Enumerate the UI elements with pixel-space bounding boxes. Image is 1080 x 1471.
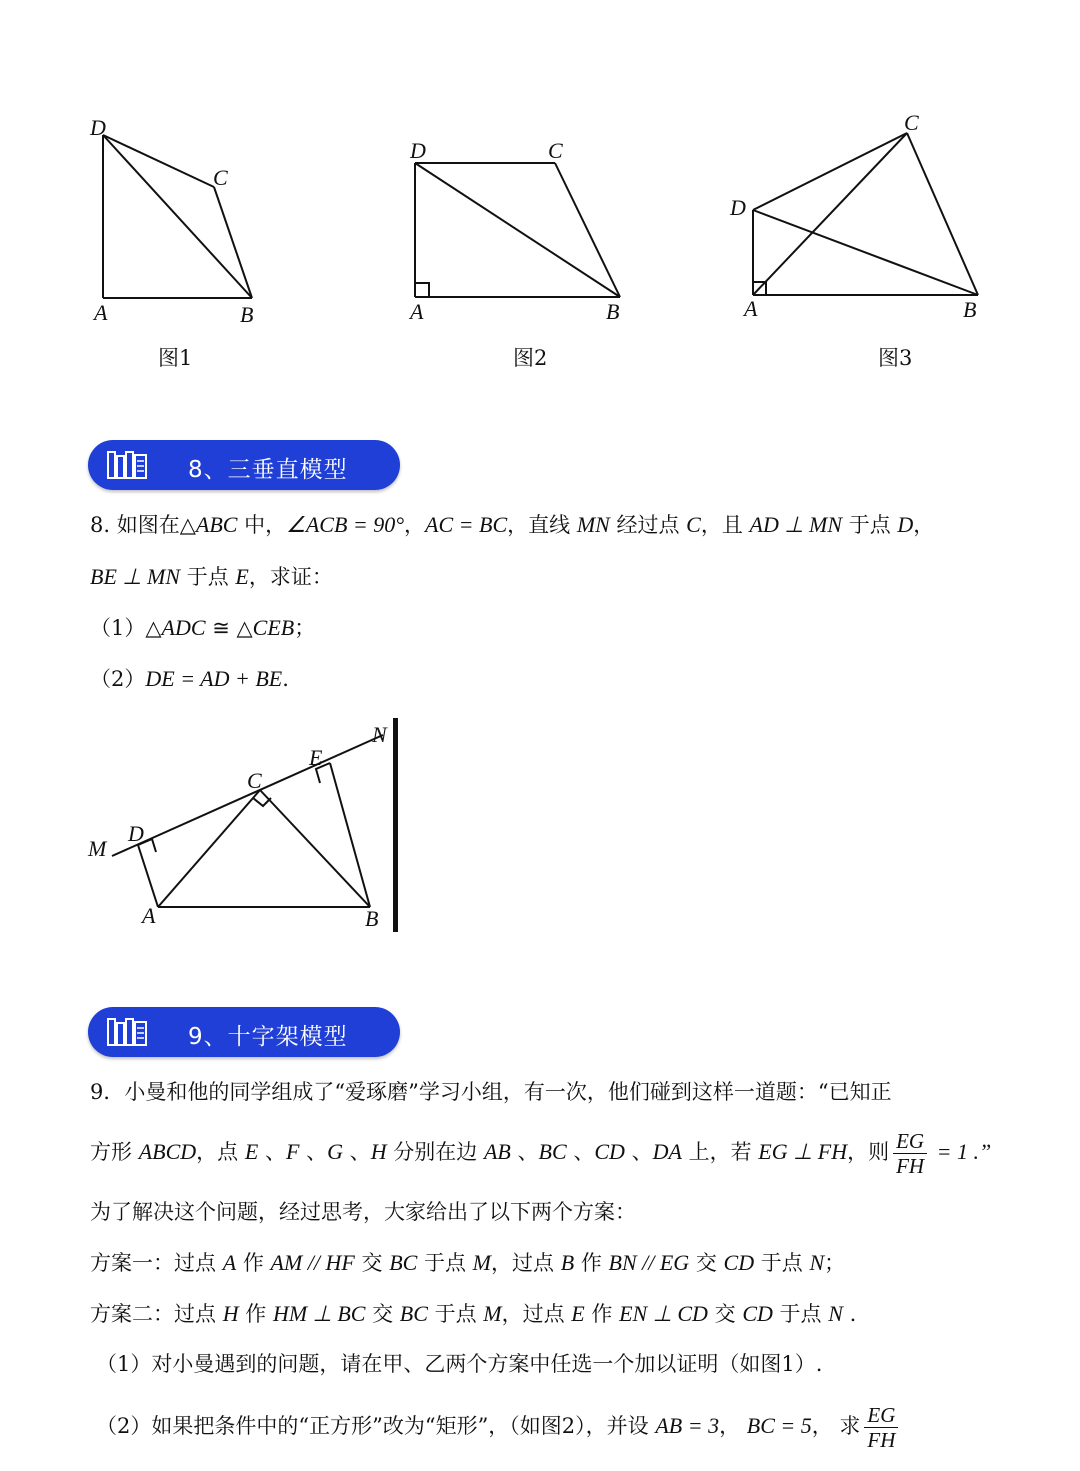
fraction-eg-fh-2: $\frac{EG}{FH}$ [864,1403,898,1452]
q8-label-e: E [309,745,323,770]
q8-label-a: A [142,903,156,928]
section-9-title: 9、十字架模型 [188,1024,348,1050]
q9-plan-2: 方案二：过点 H 作 HM ⊥ BC 交 BC 于点 M，过点 E 作 EN ⊥ CD 交 CD 于点 N . [90,1301,857,1326]
q9-line-3: 为了解决这个问题，经过思考，大家给出了以下两个方案： [90,1200,636,1224]
books-icon [106,449,150,481]
q8-label-b: B [365,906,379,931]
q8-label-d: D [128,821,144,846]
fig3-label-a: A [744,296,758,321]
fig2-label-a: A [410,299,424,324]
q8-diagram [80,710,420,950]
figure-3-caption: 图3 [878,346,913,370]
q9-subquestion-2: （2）如果把条件中的“正方形”改为“矩形”，（如图2），并设 AB = 3， BC = 5， 求 $\frac{EG}{FH}$ [96,1396,902,1456]
fig3-label-d: D [730,195,746,220]
fig2-label-c: C [548,138,563,163]
figure-3-diagram [720,105,1000,335]
q9-subquestion-1: （1）对小曼遇到的问题，请在甲、乙两个方案中任选一个加以证明（如图1）. [96,1352,823,1376]
fig1-label-c: C [213,165,228,190]
fraction-eg-fh: $\frac{EG}{FH}$ [893,1129,927,1178]
q8-line-2: BE ⊥ MN 于点 E，求证： [90,564,333,589]
q8-label-n: N [372,722,387,747]
q9-line-2: 方形 ABCD，点 E 、F 、G 、H 分别在边 AB 、BC 、CD 、DA 上，若 EG ⊥ FH，则 $\frac{EG}{FH}$ = 1 .” [90,1129,992,1178]
q8-subquestion-2: （2）DE = AD + BE. [90,666,289,691]
section-9-banner [88,1007,400,1057]
q8-label-m: M [88,836,107,861]
fig1-label-b: B [240,302,254,327]
fig3-label-c: C [904,110,919,135]
fig1-label-a: A [94,300,108,325]
figure-1-caption: 图1 [158,346,193,370]
section-8-title: 8、三垂直模型 [188,457,348,483]
fig1-label-d: D [90,115,106,140]
q9-plan-1: 方案一：过点 A 作 AM // HF 交 BC 于点 M，过点 B 作 BN // EG 交 CD 于点 N； [90,1250,846,1275]
fig2-label-b: B [606,299,620,324]
fig2-label-d: D [410,138,426,163]
q8-line-1: 8. 如图在△ABC 中，∠ACB = 90°，AC = BC，直线 MN 经过点 C，且 AD ⊥ MN 于点 D， [90,512,935,537]
figure-2-diagram [400,135,640,335]
q8-label-c: C [247,768,262,793]
books-icon [106,1016,150,1048]
section-8-banner [88,440,400,490]
figure-2-caption: 图2 [513,346,548,370]
q9-line-1: 9．小曼和他的同学组成了“爱琢磨”学习小组，有一次，他们碰到这样一道题：“已知正 [90,1080,892,1104]
fig3-label-b: B [963,297,977,322]
q8-subquestion-1: （1）△ADC ≅ △CEB； [90,615,316,640]
figure-1-diagram [80,110,280,335]
